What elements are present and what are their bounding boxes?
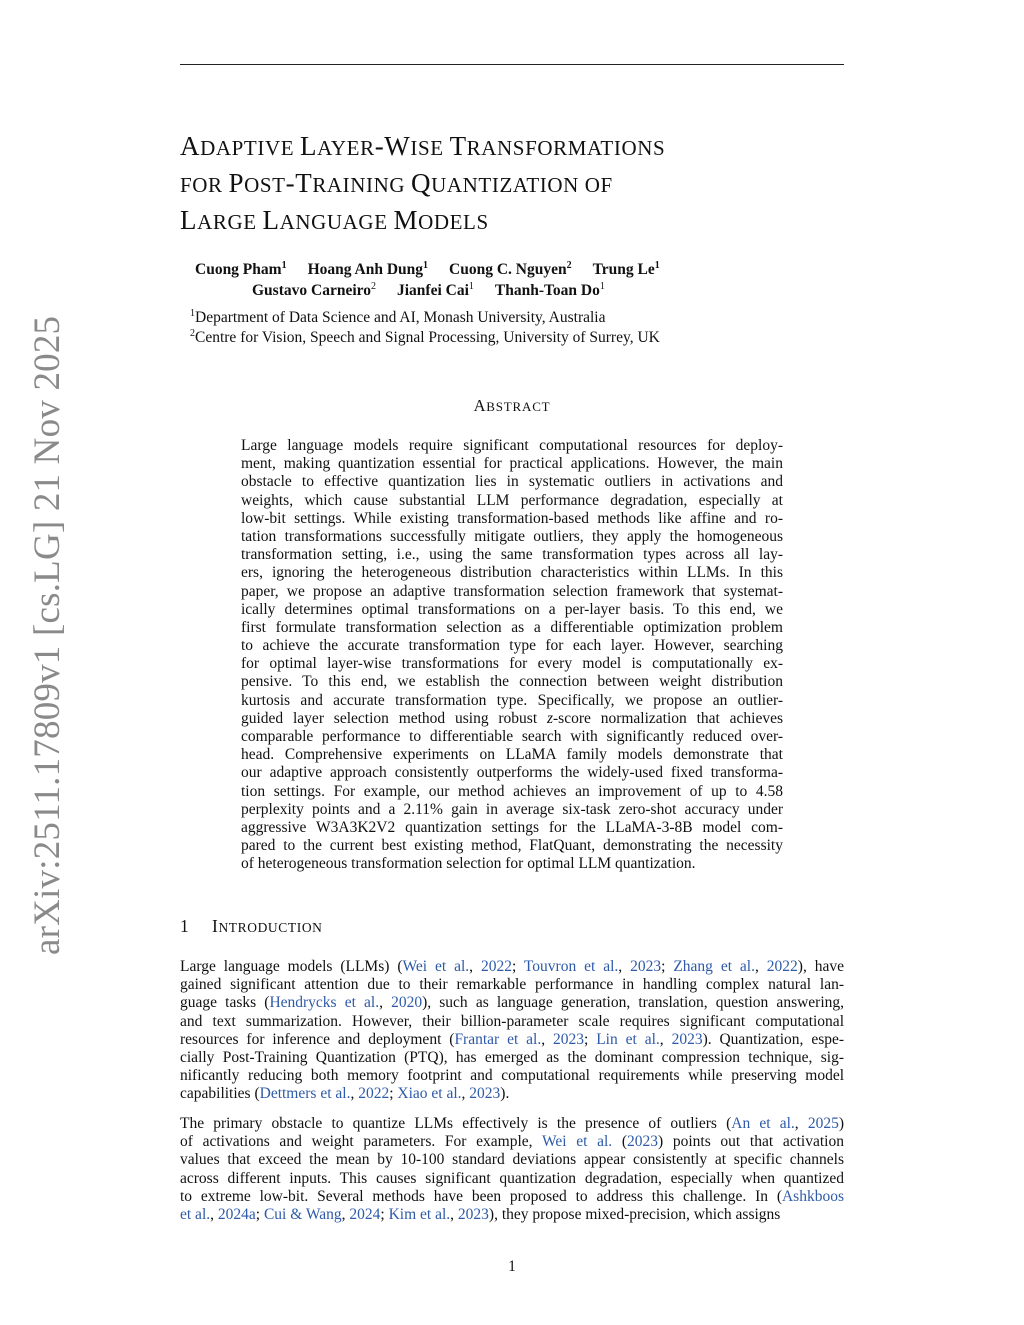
title-segment: T — [449, 131, 467, 161]
text-run: , — [350, 1085, 359, 1103]
title-segment: FOR — [180, 173, 229, 197]
text-run: , — [450, 1205, 458, 1223]
text-line — [180, 1151, 844, 1169]
abstract-line: kurtosis and accurate transformation type. Specifically, we propose an outlier- — [241, 691, 783, 709]
abstract-line: ment, making quantization essential for practical applications. However, the main — [241, 455, 783, 473]
author-affiliation-mark: 1 — [599, 281, 605, 292]
citation-link[interactable]: 2023 — [671, 1030, 703, 1048]
citation-link[interactable]: Kim et al. — [388, 1205, 451, 1223]
author-name — [449, 259, 572, 280]
text-run: , — [461, 1085, 470, 1103]
abstract-line: transformation setting, i.e., using the same transformation types across all lay- — [241, 546, 783, 564]
text-line — [180, 1067, 844, 1085]
abstract-line: to achieve the accurate transformation type for each layer. However, searching — [241, 637, 783, 655]
title-segment: -T — [285, 168, 313, 198]
citation-link[interactable]: 2023 — [457, 1205, 489, 1223]
text-line — [180, 994, 844, 1012]
abstract-heading-initial: A — [473, 396, 487, 415]
abstract-line: perplexity points and a 2.11% gain in average six-task zero-shot accuracy under — [241, 800, 783, 818]
abstract-line: weights, which cause substantial LLM performance degradation, especially at — [241, 491, 783, 509]
title-segment: DAPTIVE — [200, 136, 300, 160]
abstract-line: tation transformations successfully mitigate outliers, they apply the homogeneous — [241, 527, 783, 545]
text-run: , — [659, 1030, 672, 1048]
abstract-heading-rest: BSTRACT — [486, 399, 551, 414]
citation-link[interactable]: Dettmers et al. — [259, 1085, 351, 1103]
citation-link[interactable]: et al. — [180, 1205, 211, 1223]
citation-link[interactable]: 2023 — [630, 958, 662, 975]
author-affiliation-mark: 2 — [566, 260, 572, 271]
author-name — [195, 259, 287, 280]
abstract-line: guided layer selection method using robust z-score normalization that achieves — [241, 709, 783, 727]
author-affiliation-mark: 1 — [281, 260, 287, 271]
text-run: , — [541, 1030, 554, 1048]
citation-link[interactable]: 2023 — [553, 1030, 585, 1048]
abstract-line: Large language models require significant computational resources for deploy- — [241, 437, 783, 454]
citation-link[interactable]: 2020 — [391, 994, 423, 1012]
title-segment: ISE — [410, 136, 450, 160]
abstract-line: aggressive W3A3K2V2 quantization settings for the LLaMA-3-8B model com- — [241, 818, 783, 836]
section-heading-introduction — [180, 916, 323, 937]
text-run: to extreme low-bit. Several methods have been proposed to address this challenge. In ( — [180, 1187, 782, 1205]
text-run: ; — [380, 1205, 389, 1223]
paper-title — [180, 129, 840, 240]
text-run: , — [341, 1205, 350, 1223]
intro-paragraph-1 — [180, 958, 844, 1104]
title-segment: L — [180, 205, 198, 235]
text-run: ). Quantization, espe- — [702, 1030, 845, 1048]
text-line — [180, 1031, 844, 1049]
author-affiliation-mark: 1 — [423, 260, 429, 271]
affiliations — [190, 308, 660, 348]
section-title-initial: I — [212, 916, 219, 936]
author-name — [397, 280, 474, 301]
affiliation-line — [190, 328, 660, 348]
text-run: , — [210, 1205, 218, 1223]
title-segment: L — [299, 131, 318, 161]
citation-link[interactable]: Ashkboos — [781, 1187, 844, 1205]
title-segment: -W — [374, 131, 411, 161]
citation-link[interactable]: Lin et al. — [596, 1030, 660, 1048]
text-line — [180, 1170, 844, 1188]
text-run: guage tasks ( — [180, 994, 270, 1012]
text-run: and text summarization. However, their billion-parameter scale requires significant computational — [180, 1012, 844, 1030]
text-line — [180, 1085, 844, 1103]
author-name — [495, 280, 605, 301]
citation-link[interactable]: An et al. — [731, 1115, 795, 1132]
author-name-text: Thanh-Toan Do — [494, 282, 600, 299]
affiliation-mark: 2 — [190, 328, 195, 339]
page-number: 1 — [508, 1258, 516, 1275]
citation-link[interactable]: 2022 — [766, 958, 798, 975]
citation-link[interactable]: Touvron et al. — [523, 958, 619, 975]
title-line — [180, 166, 840, 203]
citation-link[interactable]: 2024 — [349, 1205, 381, 1223]
title-segment: RAINING — [312, 173, 412, 197]
text-run: ), such as language generation, translation, question answering, — [422, 994, 845, 1012]
section-number: 1 — [180, 916, 190, 936]
citation-link[interactable]: 2025 — [807, 1115, 839, 1132]
abstract-line: first formulate transformation selection as a differentiable optimization problem — [241, 618, 783, 636]
citation-link[interactable]: Xiao et al. — [397, 1085, 462, 1103]
text-run: ) points out that activation — [658, 1133, 844, 1151]
citation-link[interactable]: 2024a — [217, 1205, 256, 1223]
text-run: ; — [584, 1030, 597, 1048]
citation-link[interactable]: 2022 — [480, 958, 512, 975]
author-row — [180, 280, 844, 301]
arxiv-stamp[interactable]: arXiv:2511.17809v1 [cs.LG] 21 Nov 2025 — [27, 315, 68, 955]
abstract-body — [241, 437, 783, 874]
author-name-text: Hoang Anh Dung — [307, 261, 424, 278]
abstract-line: obstacle to effective quantization lies in systematic outliers in activations and — [241, 473, 783, 491]
abstract-line: head. Comprehensive experiments on LLaMA family models demonstrate that — [241, 746, 783, 764]
citation-link[interactable]: Wei et al. — [541, 1133, 613, 1151]
citation-link[interactable]: Cui & Wang — [263, 1205, 342, 1223]
abstract-line: our adaptive approach consistently outperforms the widely-used fixed transforma- — [241, 764, 783, 782]
citation-link[interactable]: 2023 — [469, 1085, 501, 1103]
text-run: gained significant attention due to their remarkable performance in handling complex natural lan- — [180, 976, 844, 994]
title-segment: UANTIZATION OF — [431, 173, 613, 197]
text-run: capabilities ( — [180, 1085, 260, 1103]
text-run: ; — [661, 958, 674, 975]
text-run: , — [794, 1115, 808, 1132]
text-line — [180, 1133, 844, 1151]
text-run: ; — [511, 958, 524, 975]
abstract-line: paper, we propose an adaptive transformation selection framework that systemat- — [241, 582, 783, 600]
author-name-text: Cuong Pham — [195, 261, 282, 278]
text-line — [180, 958, 844, 976]
abstract-line: pensive. To this end, we establish the connection between weight distribution — [241, 673, 783, 691]
title-segment: ANGUAGE — [279, 210, 394, 234]
author-name-text: Jianfei Cai — [396, 282, 469, 299]
text-run: , — [618, 958, 631, 975]
abstract-line: pared to the current best existing method, FlatQuant, demonstrating the necessity — [241, 837, 783, 855]
text-run: The primary obstacle to quantize LLMs effectively is the presence of outliers ( — [180, 1115, 732, 1132]
header-rule — [180, 64, 844, 65]
title-segment: M — [393, 205, 419, 235]
author-affiliation-mark: 2 — [370, 281, 376, 292]
abstract-line: of heterogeneous transformation selection for optimal LLM quantization. — [241, 855, 696, 873]
text-run: ). — [500, 1085, 510, 1103]
abstract-line: comparable performance to differentiable search with significantly reduced over- — [241, 728, 783, 745]
text-line — [180, 976, 844, 994]
text-run: resources for inference and deployment ( — [180, 1030, 455, 1048]
affiliation-text: Department of Data Science and AI, Monash University, Australia — [195, 309, 606, 326]
abstract-line: ically determines optimal transformations on a per-layer basis. To this end, we — [241, 600, 783, 618]
title-segment: P — [228, 168, 245, 198]
affiliation-text: Centre for Vision, Speech and Signal Processing, University of Surrey, UK — [195, 329, 660, 346]
author-list — [180, 259, 844, 301]
text-run: cially Post-Training Quantization (PTQ), has emerged as the dominant compression technique, sig- — [180, 1048, 844, 1066]
text-line — [180, 1206, 844, 1224]
text-line — [180, 1115, 844, 1133]
text-run: values that exceed the mean by 10-100 standard deviations appear consistently at specific channels — [180, 1151, 844, 1169]
affiliation-mark: 1 — [190, 308, 195, 319]
citation-link[interactable]: 2022 — [358, 1085, 390, 1103]
title-segment: L — [262, 205, 280, 235]
text-run: ( — [612, 1133, 627, 1151]
text-run: , — [755, 958, 767, 975]
text-run: , — [379, 994, 392, 1012]
author-name — [308, 259, 428, 280]
text-run: ; — [255, 1205, 264, 1223]
abstract-heading — [0, 396, 1024, 416]
author-name-text: Trung Le — [592, 261, 655, 278]
abstract-line: ers, ignoring the heterogeneous distribution characteristics within LLMs. In this — [241, 564, 783, 582]
text-line — [180, 1049, 844, 1067]
affiliation-line — [190, 308, 660, 328]
title-segment: OST — [244, 173, 286, 197]
text-run: across different inputs. This causes significant quantization degradation, especially when quantized — [180, 1169, 844, 1187]
title-line — [180, 203, 840, 240]
text-line — [180, 1013, 844, 1031]
title-segment: RANSFORMATIONS — [466, 136, 666, 160]
citation-link[interactable]: Wei et al. — [402, 958, 470, 975]
citation-link[interactable]: Hendrycks et al. — [269, 994, 380, 1012]
author-affiliation-mark: 1 — [468, 281, 474, 292]
text-line — [180, 1188, 844, 1206]
title-segment: A — [180, 131, 201, 161]
author-row — [180, 259, 844, 280]
text-run: nificantly reducing both memory footprint and computational requirements while preserving model — [180, 1067, 844, 1085]
title-segment: ODELS — [418, 210, 489, 234]
abstract-line: for optimal layer-wise transformations for every model is computationally ex- — [241, 655, 783, 673]
text-run: , — [469, 958, 481, 975]
author-name — [252, 280, 376, 301]
section-title-rest: NTRODUCTION — [218, 920, 323, 935]
text-run: of activations and weight parameters. For example, — [180, 1133, 542, 1151]
title-segment: AYER — [317, 136, 375, 160]
title-segment: Q — [411, 168, 432, 198]
text-run: Large language models (LLMs) ( — [180, 958, 403, 975]
citation-link[interactable]: Frantar et al. — [454, 1030, 542, 1048]
abstract-line: low-bit settings. While existing transformation-based methods like affine and ro- — [241, 509, 783, 527]
author-affiliation-mark: 1 — [654, 260, 660, 271]
text-run: ), they propose mixed-precision, which assigns — [488, 1205, 781, 1223]
text-run: ) — [838, 1115, 845, 1132]
title-segment: ARGE — [197, 210, 263, 234]
text-run: ), have — [797, 958, 845, 975]
text-run: ; — [389, 1085, 398, 1103]
author-name — [593, 259, 660, 280]
citation-link[interactable]: Zhang et al. — [673, 958, 755, 975]
intro-paragraph-2 — [180, 1115, 844, 1224]
title-line — [180, 129, 840, 166]
author-name-text: Gustavo Carneiro — [252, 282, 371, 299]
citation-link[interactable]: 2023 — [627, 1133, 658, 1151]
author-name-text: Cuong C. Nguyen — [449, 261, 567, 278]
abstract-line: tion settings. For example, our method achieves an improvement of up to 4.58 — [241, 782, 783, 800]
